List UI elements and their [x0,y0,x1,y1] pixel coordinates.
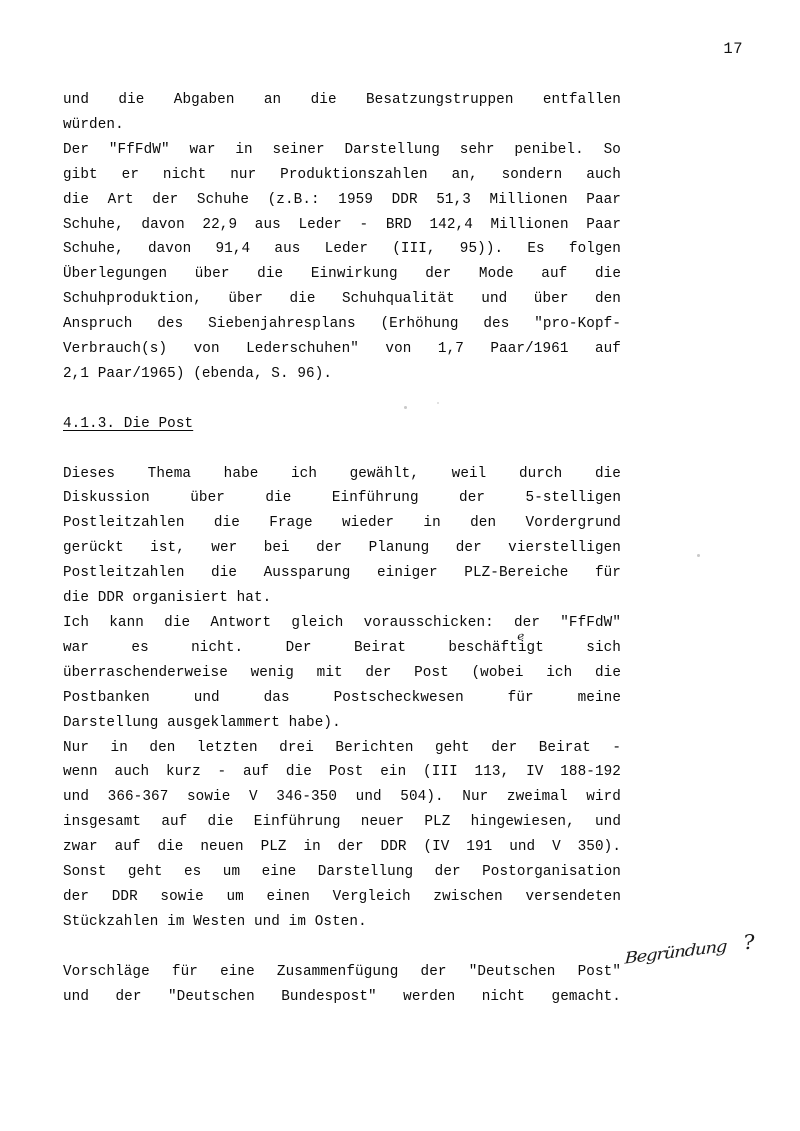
handwritten-margin-note [622,930,754,971]
text-line: der DDR sowie um einen Vergleich zwischen versendeten [63,888,621,905]
text-line: insgesamt auf die Einführung neuer PLZ hingewiesen, und [63,814,621,831]
text-line: gerückt ist, wer bei der Planung der vierstelligen [63,540,621,557]
text-line: Schuhe, davon 91,4 aus Leder (III, 95)). Es folgen [63,241,621,258]
text-line: Postleitzahlen die Aussparung einiger PLZ-Bereiche für [63,565,621,582]
text-line: Vorschläge für eine Zusammenfügung der "Deutschen Post" [63,963,621,980]
text-line: Postleitzahlen die Frage wieder in den Vordergrund [63,515,621,532]
text-line: wenn auch kurz - auf die Post ein (III 113, IV 188-192 [63,764,621,781]
text-line: zwar auf die neuen PLZ in der DDR (IV 191 und V 350). [63,839,621,856]
text-line: Nur in den letzten drei Berichten geht der Beirat - [63,739,621,756]
document-body [63,88,621,1009]
paragraph-dieses-thema [63,462,621,935]
scan-speck [697,554,700,557]
text-line: würden. [63,116,124,133]
heading-row [63,412,621,437]
text-line: überraschenderweise wenig mit der Post (wobei ich die [63,664,621,681]
text-line: Der "FfFdW" war in seiner Darstellung sehr penibel. So [63,141,621,158]
handwritten-inline-correction: e [515,630,526,644]
text-line: Ich kann die Antwort gleich vorausschicken: der "FfFdW" [63,615,621,631]
handwritten-question-mark: ? [741,931,755,955]
blank-line [63,387,621,412]
blank-line [63,935,621,960]
text-line: Schuhe, davon 22,9 aus Leder - BRD 142,4 Millionen Paar [63,216,621,233]
text-line: 2,1 Paar/1965) (ebenda, S. 96). [63,365,333,382]
text-line: Sonst geht es um eine Darstellung der Postorganisation [63,864,621,881]
scan-speck [404,406,407,409]
text-line: Stückzahlen im Westen und im Osten. [63,913,367,930]
text-line: Diskussion über die Einführung der 5-stelligen [63,490,621,507]
section-heading-die-post: 4.1.3. Die Post [63,415,194,432]
text-line: und der "Deutschen Bundespost" werden nicht gemacht. [63,988,621,1005]
text-line: die Art der Schuhe (z.B.: 1959 DDR 51,3 Millionen Paar [63,191,621,208]
blank-line [63,437,621,462]
handwritten-note-text: Begründung [624,937,727,968]
text-line: Darstellung ausgeklammert habe). [63,714,341,731]
text-line: und 366-367 sowie V 346-350 und 504). Nur zweimal wird [63,789,621,806]
paragraph-vorschlaege [63,960,621,1010]
text-line: und die Abgaben an die Besatzungstruppen entfallen [63,92,621,108]
text-line: Dieses Thema habe ich gewählt, weil durch die [63,465,621,482]
text-line: gibt er nicht nur Produktionszahlen an, sondern auch [63,166,621,183]
page-number: 17 [723,40,743,58]
text-line: Verbrauch(s) von Lederschuhen" von 1,7 Paar/1961 auf [63,341,621,358]
paragraph-besatzungstruppen [63,88,621,387]
text-line: Postbanken und das Postscheckwesen für meine [63,689,621,706]
text-line: Anspruch des Siebenjahresplans (Erhöhung des "pro-Kopf- [63,316,621,333]
text-line: Schuhproduktion, über die Schuhqualität und über den [63,291,621,308]
text-line: Überlegungen über die Einwirkung der Mode auf die [63,266,621,283]
text-line-beschaeftigt: war es nicht. Der Beirat beschäftigt sich [63,639,621,656]
scan-speck [437,402,439,404]
text-line: die DDR organisiert hat. [63,590,272,607]
